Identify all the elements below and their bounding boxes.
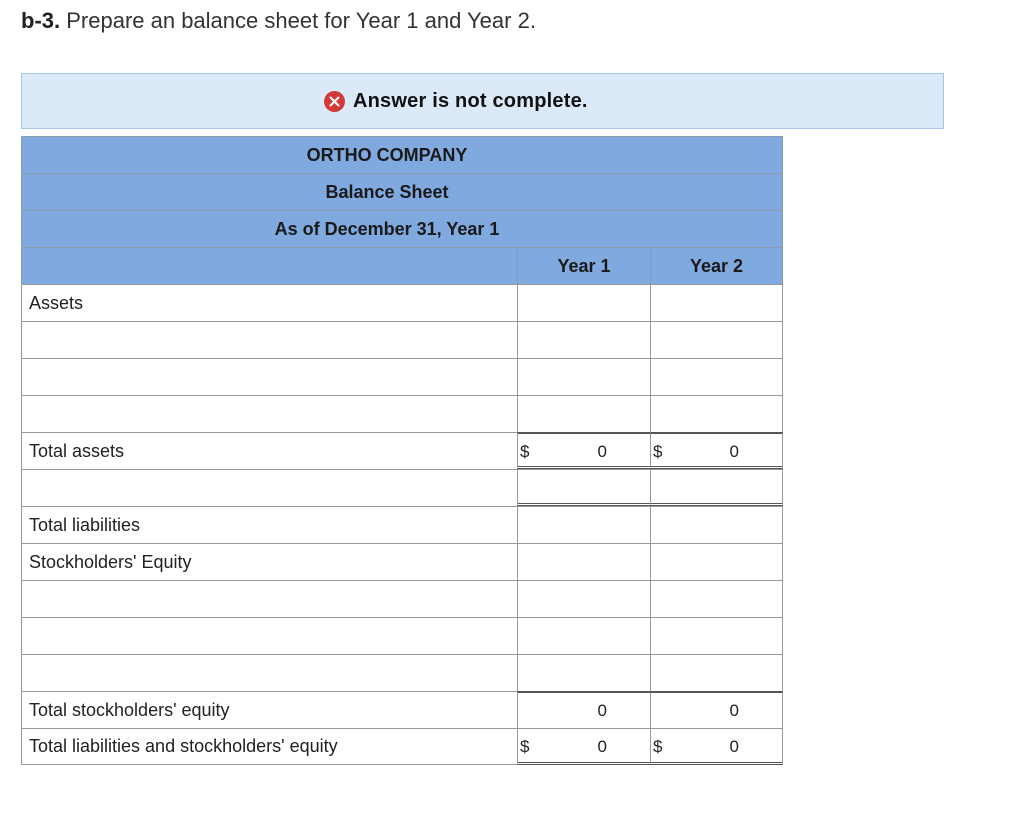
year1-input[interactable]	[517, 395, 650, 432]
date-header	[21, 210, 783, 247]
year2-input[interactable]	[650, 395, 783, 432]
column-header-row	[21, 247, 783, 284]
year2-input[interactable]	[650, 506, 783, 543]
year2-input[interactable]	[650, 321, 783, 358]
question-prefix: b-3.	[21, 8, 61, 33]
row-label[interactable]	[21, 358, 517, 395]
row-label[interactable]	[21, 580, 517, 617]
table-row	[21, 469, 783, 506]
column-header-year1: Year 1	[517, 247, 650, 284]
row-label[interactable]	[21, 654, 517, 691]
year1-total-assets: $ 0	[517, 432, 650, 469]
row-label: Total assets	[21, 432, 517, 469]
row-label[interactable]	[21, 395, 517, 432]
sheet-date: As of December 31, Year 1	[274, 218, 500, 239]
company-header	[21, 136, 783, 173]
row-label[interactable]: Assets	[21, 284, 517, 321]
table-row	[21, 617, 783, 654]
column-header-blank	[21, 247, 517, 284]
total-equity-row	[21, 691, 783, 728]
year2-input[interactable]	[650, 469, 783, 506]
question-body: Prepare an balance sheet for Year 1 and Year 2.	[60, 8, 536, 33]
table-row	[21, 358, 783, 395]
year1-input[interactable]	[517, 358, 650, 395]
year1-total-equity: 0	[517, 691, 650, 728]
column-header-year2: Year 2	[650, 247, 783, 284]
year2-input[interactable]	[650, 284, 783, 321]
balance-sheet-table	[21, 136, 783, 765]
table-row	[21, 654, 783, 691]
row-label[interactable]	[21, 469, 517, 506]
year2-input[interactable]	[650, 543, 783, 580]
year2-total-liabilities-equity: $ 0	[650, 728, 783, 765]
year2-total-assets: $ 0	[650, 432, 783, 469]
row-label: Total liabilities and stockholders' equity	[21, 728, 517, 765]
year2-input[interactable]	[650, 654, 783, 691]
table-row	[21, 284, 783, 321]
total-liabilities-row	[21, 506, 783, 543]
year2-input[interactable]	[650, 580, 783, 617]
table-row	[21, 395, 783, 432]
year1-input[interactable]	[517, 469, 650, 506]
year2-input[interactable]	[650, 358, 783, 395]
equity-heading-row	[21, 543, 783, 580]
total-assets-row	[21, 432, 783, 469]
year1-input[interactable]	[517, 654, 650, 691]
year1-input[interactable]	[517, 580, 650, 617]
total-liabilities-equity-row	[21, 728, 783, 765]
row-label: Total stockholders' equity	[21, 691, 517, 728]
year2-total-equity: 0	[650, 691, 783, 728]
year2-input[interactable]	[650, 617, 783, 654]
year1-input[interactable]	[517, 321, 650, 358]
year1-total-liabilities-equity: $ 0	[517, 728, 650, 765]
table-row	[21, 321, 783, 358]
year1-input[interactable]	[517, 506, 650, 543]
title-header	[21, 173, 783, 210]
company-name: ORTHO COMPANY	[306, 144, 468, 165]
question-text	[21, 8, 536, 34]
status-banner	[21, 73, 944, 129]
row-label: Total liabilities	[21, 506, 517, 543]
year1-input[interactable]	[517, 617, 650, 654]
row-label[interactable]	[21, 321, 517, 358]
table-row	[21, 580, 783, 617]
row-label: Stockholders' Equity	[21, 543, 517, 580]
year1-input[interactable]	[517, 543, 650, 580]
banner-text: Answer is not complete.	[353, 90, 588, 112]
year1-input[interactable]	[517, 284, 650, 321]
row-label[interactable]	[21, 617, 517, 654]
close-icon	[324, 91, 345, 112]
sheet-title: Balance Sheet	[325, 181, 449, 202]
